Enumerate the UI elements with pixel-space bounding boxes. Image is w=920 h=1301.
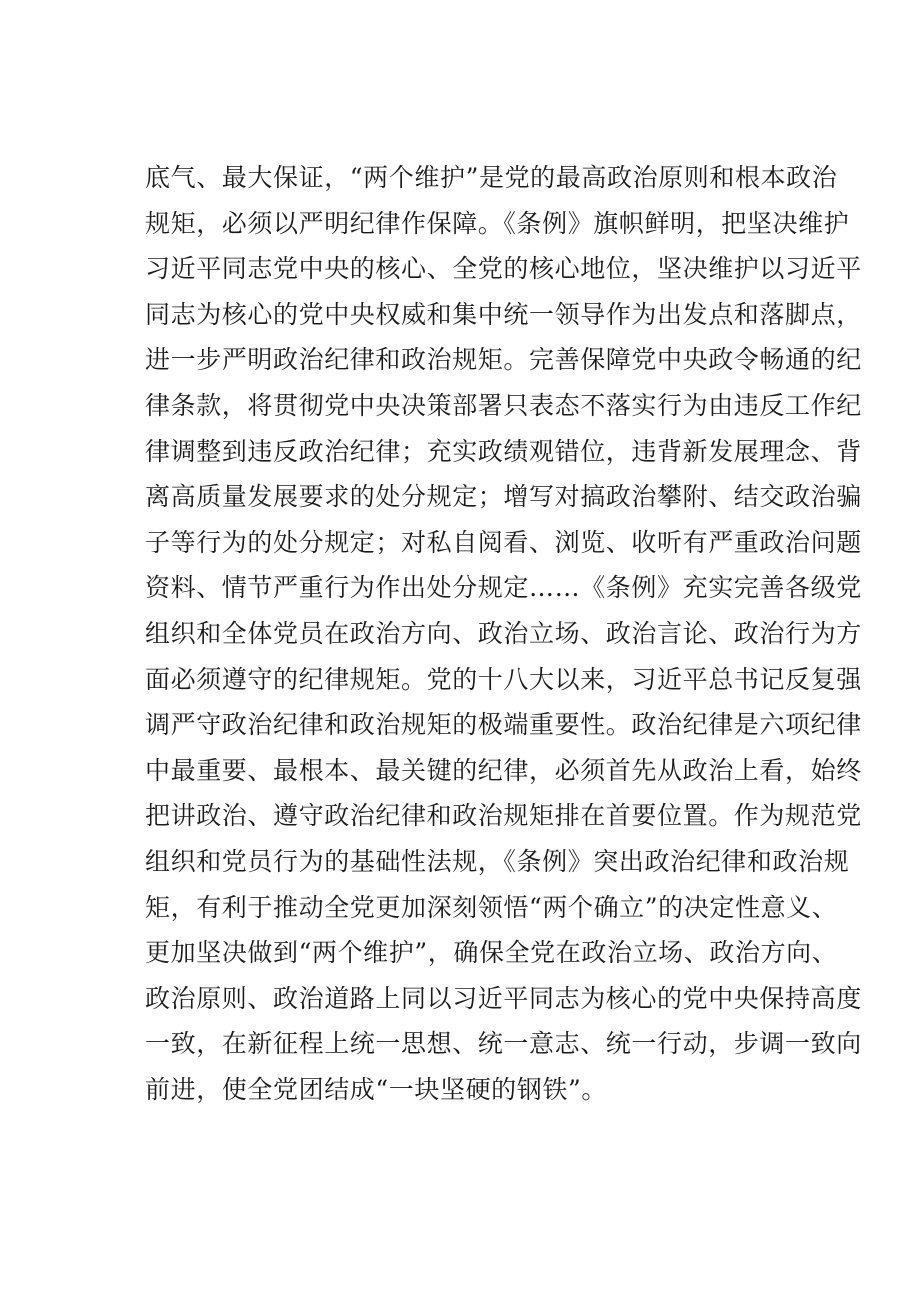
text-line: 组织和党员行为的基础性法规，《条例》突出政治纪律和政治规 xyxy=(145,846,850,876)
text-line: 规矩，必须以严明纪律作保障。《条例》旗帜鲜明，把坚决维护 xyxy=(145,208,850,238)
text-line: 面必须遵守的纪律规矩。党的十八大以来，习近平总书记反复强 xyxy=(145,664,862,694)
text-line: 律调整到违反政治纪律；充实政绩观错位，违背新发展理念、背 xyxy=(145,436,862,466)
text-line: 资料、情节严重行为作出处分规定……《条例》充实完善各级党 xyxy=(145,573,862,603)
text-line: 调严守政治纪律和政治规矩的极端重要性。政治纪律是六项纪律 xyxy=(145,710,862,740)
text-line: 把讲政治、遵守政治纪律和政治规矩排在首要位置。作为规范党 xyxy=(145,801,862,831)
text-line: 中最重要、最根本、最关键的纪律，必须首先从政治上看，始终 xyxy=(145,755,862,785)
body-paragraph xyxy=(145,155,862,1112)
text-line: 矩，有利于推动全党更加深刻领悟“两个确立”的决定性意义、 xyxy=(145,892,838,922)
text-line: 组织和全体党员在政治方向、政治立场、政治言论、政治行为方 xyxy=(145,618,862,648)
text-line: 离高质量发展要求的处分规定；增写对搞政治攀附、结交政治骗 xyxy=(145,482,862,512)
text-line: 进一步严明政治纪律和政治规矩。完善保障党中央政令畅通的纪 xyxy=(145,345,862,375)
text-line-last: 前进，使全党团结成“一块坚硬的钢铁”。 xyxy=(145,1074,607,1104)
text-line: 更加坚决做到“两个维护”，确保全党在政治立场、政治方向、 xyxy=(145,938,838,968)
text-line: 政治原则、政治道路上同以习近平同志为核心的党中央保持高度 xyxy=(145,983,862,1013)
text-line: 底气、最大保证，“两个维护”是党的最高政治原则和根本政治 xyxy=(145,163,838,192)
text-line: 子等行为的处分规定；对私自阅看、浏览、收听有严重政治问题 xyxy=(145,527,862,557)
text-line: 律条款，将贯彻党中央决策部署只表态不落实行为由违反工作纪 xyxy=(145,390,862,420)
text-line: 一致，在新征程上统一思想、统一意志、统一行动，步调一致向 xyxy=(145,1029,862,1059)
text-line: 同志为核心的党中央权威和集中统一领导作为出发点和落脚点， xyxy=(145,299,862,329)
text-line: 习近平同志党中央的核心、全党的核心地位，坚决维护以习近平 xyxy=(145,254,862,284)
